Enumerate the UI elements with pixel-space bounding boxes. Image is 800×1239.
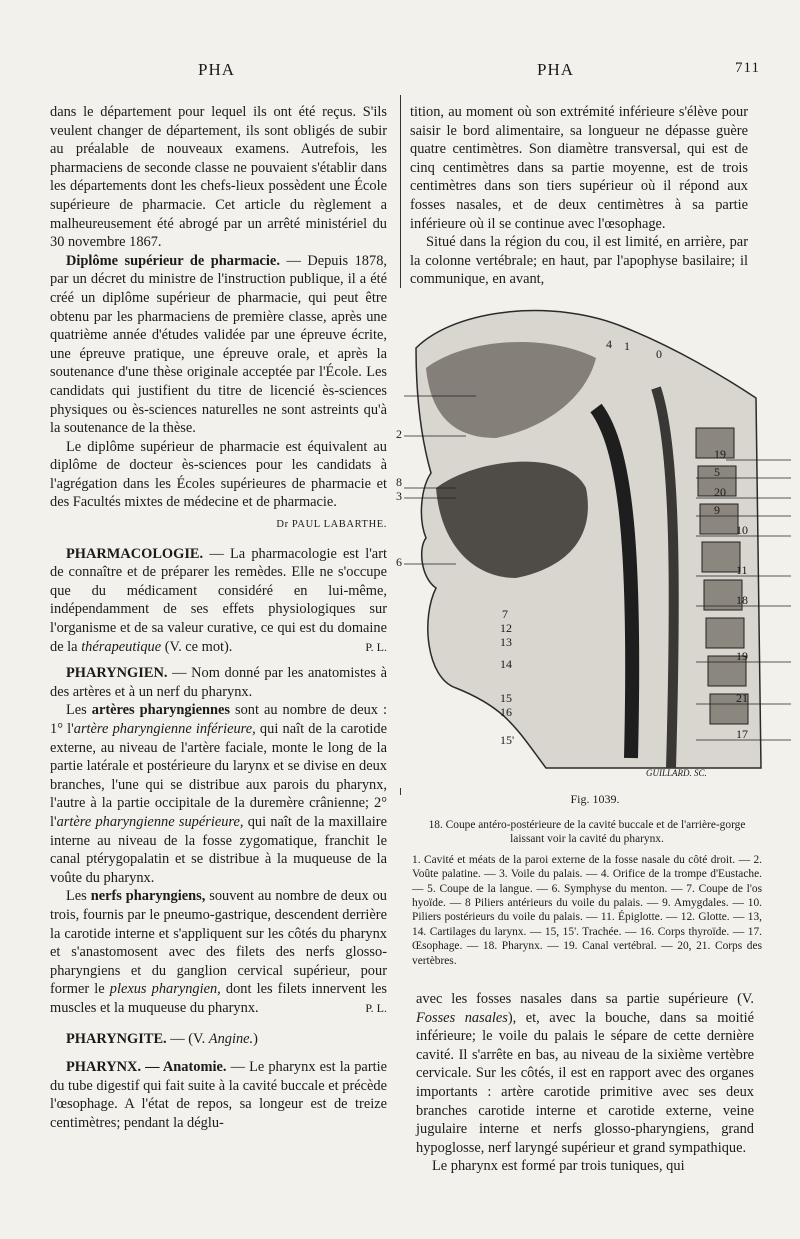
entry-text: (V. ce mot). [164,638,233,655]
figure-label: 14 [500,657,512,671]
author-initials: P. L. [365,639,387,654]
paragraph-text: ), et, avec la bouche, dans sa moitié inférieure; le voile du palais le sépare de cette dernière cavité. Il s'arrête en bas, au niveau de la sixième vertèbre cervicale. Sur les côtés, il est en rapport avec des organes importants : artère carotide primitive avec ses deux branches carotide interne et carotide externe, veine jugulaire interne et nerfs glosso-pharyngiens, grand hypoglosse, nerf laryngé supérieur et grand sympathique. [416,1009,754,1156]
subsection-title: — Anatomie. [145,1059,227,1076]
figure-label: 13 [500,635,512,649]
entry-pharyngien [50,664,387,701]
paragraph-text: Les [66,702,87,719]
figure-label: 10 [736,523,748,537]
italic-term: artère pharyngienne supérieure, [56,813,244,830]
paragraph [50,701,387,887]
figure-label: 16 [500,705,512,719]
right-column-top [410,103,748,289]
header-right: PHA [537,60,575,79]
paragraph-text: avec les fosses nasales dans sa partie supérieure (V. [416,991,754,1007]
figure-label: 7 [502,607,508,621]
figure-label: 5 [714,465,720,479]
figure-label: 8 [396,475,402,489]
paragraph [416,990,754,1157]
paragraph-text: qui naît de la maxillaire interne au niveau de la fosse zygomatique, franchit le canal ptérygopalatin et se distribue à la muqueuse de la voûte du pharynx. [50,813,387,886]
entry-pharmacologie [50,545,387,657]
italic-term: Fosses nasales [416,1009,508,1026]
engraver-signature: GUILLARD. SC. [646,768,707,778]
figure-label: 17 [736,727,748,741]
author-signature: Dr PAUL LABARTHE. [276,519,387,531]
paragraph [50,887,387,1017]
entry-text: — La pharmacologie est l'art de connaître et de préparer les remèdes. Elle ne s'occupe que du médicament considéré en lui-même, indépendamment de ses effets physiologiques sur l'organisme et de sa valeur curative, ce qui est du domaine de la [50,545,387,655]
paragraph-text: qui naît de la carotide externe, au niveau de l'artère faciale, monte le long de la partie latérale et postérieure du larynx et se divise en deux branches, l'une qui se distribue aux parois du pharynx, l'autre à la partie occipitale de la duremère crânienne; 2° l' [50,721,387,830]
term: nerfs pharyngiens, [90,888,206,905]
figure-label: 9 [714,503,720,517]
entry-title: PHARYNX. [66,1059,142,1076]
italic-term: Angine. [208,1030,254,1047]
anatomical-figure [396,288,800,788]
figure-legend [412,818,762,974]
figure-label: 20 [714,485,726,499]
figure-label: 6 [396,555,402,569]
paragraph-text: souvent au nombre de deux ou trois, fournis par le pneumo-gastrique, descendent derrière la carotide interne et s'appliquent sur les côtés du pharynx et s'anastomosent avec des filets des nerfs glosso-pharyngiens et du ganglion cervical supérieur, pour former le [50,888,387,998]
entry-text: — (V. [170,1030,206,1047]
paragraph-text: dont les filets innervent les muscles et la muqueuse du pharynx. [50,981,387,1016]
figure-label: 19 [736,649,748,663]
entry-pharyngite [50,1030,387,1049]
legend-title: 18. Coupe antéro-postérieure de la cavité buccale et de l'arrière-gorge laissant voir la cavité du pharynx. [428,819,746,846]
page-number: 711 [735,60,760,76]
figure-label: 2 [396,427,402,441]
term: artères pharyngiennes [91,702,230,719]
figure-caption: Fig. 1039. [570,792,620,806]
paragraph: Situé dans la région du cou, il est limité, en arrière, par la colonne vertébrale; en haut, par l'apophyse basilaire; il communique, en avant, [410,234,748,288]
author-initials: P. L. [365,1000,387,1015]
entry-title: PHARYNGITE. [66,1030,167,1047]
entry-text: ) [253,1030,258,1047]
entry-pharynx [50,1058,387,1132]
figure-label: 21 [736,691,748,705]
header-left: PHA [198,60,236,79]
paragraph [50,252,387,438]
paragraph: Le diplôme supérieur de pharmacie est équivalent au diplôme de docteur ès-sciences pour les candidats à l'agrégation dans les Écoles supérieures de pharmacie et des Facultés mixtes de médecine et de pharmacie. [50,438,387,511]
paragraph-text: Les [66,888,87,905]
entry-title: PHARMACOLOGIE. [66,545,204,562]
figure-label: 15' [500,733,515,747]
figure-label: 15 [500,691,512,705]
legend-body: 1. Cavité et méats de la paroi externe de la fosse nasale du côté droit. — 2. Voûte palatine. — 3. Voile du palais. — 4. Orifice de la trompe d'Eustache. — 5. Coupe de la langue. — 6. Symphyse du menton. — 7. Coupe de l'os hyoïde. — 8 Piliers antérieurs du voile du palais. — 9. Amygdales. — 10. Piliers postérieurs du voile du palais. — 11. Épiglotte. — 12. Glotte. — 13, 14. Cartilages du larynx. — 15, 15'. Trachée. — 16. Corps thyroïde. — 17. Œsophage. — 18. Pharynx. — 19. Canal vertébral. — 20, 21. Corps des vertèbres. [412,853,762,967]
paragraph: Le pharynx est formé par trois tuniques, qui [432,1158,685,1175]
entry-text: — Le pharynx est la partie du tube digestif qui fait suite à la cavité buccale et précède l'œsophage. A l'état de repos, sa longeur est de treize centimètres; pendant la déglu- [50,1059,387,1131]
italic-term: artère pharyngienne inférieure, [73,721,256,737]
entry-title: PHARYNGIEN. [66,665,168,682]
italic-term: plexus pharyngien, [109,981,221,998]
figure-label: 1 [624,339,630,353]
italic-term: thérapeutique [81,638,162,655]
figure-label: 3 [396,489,402,503]
right-column-bottom [416,990,754,1176]
figure-label: 11 [736,563,748,577]
figure-label: 18 [736,593,748,607]
left-column [50,103,387,1132]
paragraph-text: sont au nombre de deux : 1° l' [50,702,387,737]
paragraph: dans le département pour lequel ils ont été reçus. S'ils veulent changer de département, ils sont obligés de subir au préalable de nouveaux examens. Autrefois, les pharmaciens de seconde classe ne pouvaient s'établir dans les départements dont les chefs-lieux possèdent une École supérieure de pharmacie. Cet article du règlement a malheureusement été abrogé par un arrêté ministériel du 30 novembre 1867. [50,104,387,251]
paragraph: tition, au moment où son extrémité inférieure s'élève pour saisir le bord alimentaire, sa longueur ne dépasse guère quatre centimètres. Son diamètre transversal, qui est de cinq centimètres dans sa partie moyenne, est de trois centimètres dans son tiers supérieur où il répond aux fosses nasales, et de deux centimètres à sa partie inférieure où il se continue avec l'œsophage. [410,104,748,232]
figure-label: 0 [656,347,662,361]
entry-text: — Nom donné par les anatomistes à des artères et à un nerf du pharynx. [50,665,387,700]
figure-label: 19 [714,447,726,461]
term: Diplôme supérieur de pharmacie. [66,252,280,269]
paragraph-text: — Depuis 1878, par un décret du ministre de l'instruction publique, il a été créé un diplôme supérieur de pharmacie, qui peut être obtenu par les pharmaciens de première classe, après une quatrième année d'études validée par une épreuve écrite, une épreuve pratique, une épreuve orale, et après la soutenance d'une thèse originale acceptée par l'École. Les candidats qui justifient du titre de licencié ès-sciences physiques ou ès-sciences naturelles ne sont astreints qu'à la soutenance de la thèse. [50,252,387,437]
figure-label: 4 [606,337,612,351]
figure-label: 12 [500,621,512,635]
